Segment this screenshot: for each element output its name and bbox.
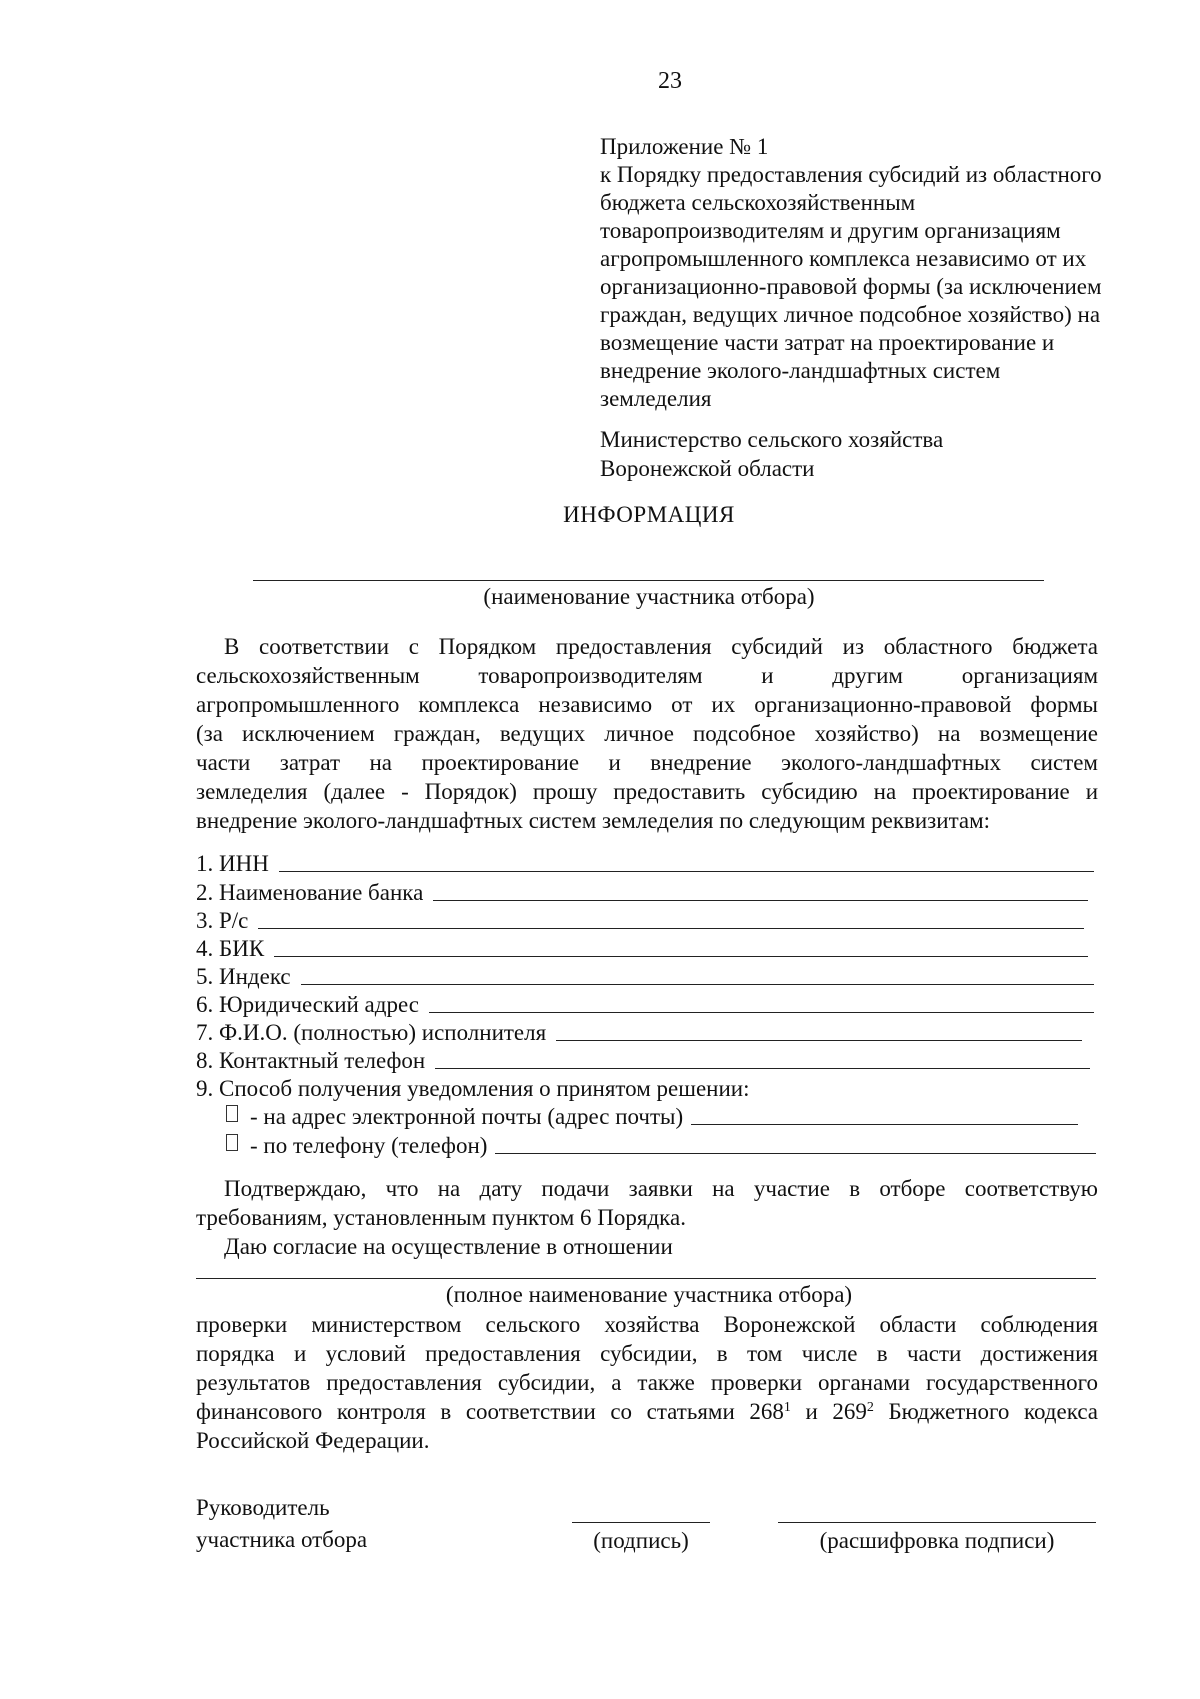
checkbox-email[interactable] xyxy=(226,1105,238,1122)
consent-text-part: Бюджетного кодекса xyxy=(873,1399,1099,1424)
field-input-line[interactable] xyxy=(429,1012,1094,1013)
appendix-line: Приложение № 1 xyxy=(600,134,769,159)
checkbox-phone[interactable] xyxy=(226,1134,238,1151)
field-input-line[interactable] xyxy=(301,984,1094,985)
appendix-line: товаропроизводителям и другим организациям xyxy=(600,218,1061,243)
intro-line: внедрение эколого-ландшафтных систем земледелия по следующим реквизитам: xyxy=(196,808,991,833)
consent-line: Даю согласие на осуществление в отношении xyxy=(224,1234,673,1259)
appendix-line: бюджета сельскохозяйственным xyxy=(600,190,916,215)
consent-text-part: финансового контроля в соответствии со статьями 268 xyxy=(196,1399,784,1424)
intro-paragraph xyxy=(196,632,1098,835)
notification-label: 9. Способ получения уведомления о принятом решении: xyxy=(196,1076,750,1101)
field-input-line[interactable] xyxy=(435,1068,1090,1069)
notification-option-email xyxy=(226,1102,1078,1131)
signature-line[interactable] xyxy=(572,1522,710,1523)
consent-text-line xyxy=(196,1397,1098,1426)
field-input-line[interactable] xyxy=(279,871,1094,872)
addressee-line: Воронежской области xyxy=(600,456,815,481)
appendix-line: организационно-правовой формы (за исключением xyxy=(600,274,1102,299)
field-index xyxy=(196,962,1094,991)
participant-name-line[interactable] xyxy=(253,580,1044,581)
field-label: 7. Ф.И.О. (полностью) исполнителя xyxy=(196,1020,547,1045)
field-phone xyxy=(196,1046,1090,1075)
superscript: 2 xyxy=(866,1400,874,1415)
page-number: 23 xyxy=(658,68,682,94)
intro-line: сельскохозяйственным товаропроизводителям и другим организациям xyxy=(196,663,1098,688)
consent-text-part: и 269 xyxy=(790,1399,867,1424)
document-title: ИНФОРМАЦИЯ xyxy=(563,502,735,527)
superscript: 1 xyxy=(783,1400,791,1415)
intro-line: В соответствии с Порядком предоставления субсидий из областного бюджета xyxy=(224,634,1098,659)
role-line: Руководитель xyxy=(196,1495,330,1520)
addressee-line: Министерство сельского хозяйства xyxy=(600,427,944,452)
intro-line: части затрат на проектирование и внедрение эколого-ландшафтных систем xyxy=(196,750,1098,775)
consent-text-line: проверки министерством сельского хозяйства Воронежской области соблюдения xyxy=(196,1312,1098,1337)
confirm-line: Подтверждаю, что на дату подачи заявки на участие в отборе соответствую xyxy=(224,1176,1098,1201)
field-input-line[interactable] xyxy=(433,900,1088,901)
phone-input-line[interactable] xyxy=(495,1153,1096,1154)
option-label: - на адрес электронной почты (адрес почты) xyxy=(250,1104,684,1129)
appendix-line: к Порядку предоставления субсидий из областного xyxy=(600,162,1102,187)
consent-text-line: Российской Федерации. xyxy=(196,1428,430,1453)
field-input-line[interactable] xyxy=(258,928,1084,929)
field-inn xyxy=(196,849,1094,878)
appendix-line: внедрение эколого-ландшафтных систем xyxy=(600,358,1001,383)
appendix-line: граждан, ведущих личное подсобное хозяйство) на xyxy=(600,302,1101,327)
option-label: - по телефону (телефон) xyxy=(250,1133,488,1158)
field-input-line[interactable] xyxy=(274,956,1088,957)
field-label: 2. Наименование банка xyxy=(196,880,424,905)
field-input-line[interactable] xyxy=(556,1040,1082,1041)
consent-text-line: результатов предоставления субсидии, а также проверки органами государственного xyxy=(196,1370,1098,1395)
intro-line: (за исключением граждан, ведущих личное подсобное хозяйство) на возмещение xyxy=(196,721,1098,746)
role-line: участника отбора xyxy=(196,1527,368,1552)
field-label: 6. Юридический адрес xyxy=(196,992,419,1017)
full-participant-name-line[interactable] xyxy=(196,1278,1096,1279)
appendix-line: агропромышленного комплекса независимо от их xyxy=(600,246,1087,271)
field-bik xyxy=(196,934,1088,963)
field-label: 3. Р/с xyxy=(196,908,249,933)
confirm-line: требованиям, установленным пунктом 6 Порядка. xyxy=(196,1205,686,1230)
signature-decode-line[interactable] xyxy=(778,1522,1096,1523)
appendix-line: земледелия xyxy=(600,386,712,411)
field-label: 1. ИНН xyxy=(196,851,269,876)
signatory-role xyxy=(196,1492,367,1556)
appendix-line: возмещение части затрат на проектирование и xyxy=(600,330,1055,355)
appendix-block xyxy=(600,133,1140,413)
full-participant-caption: (полное наименование участника отбора) xyxy=(445,1282,853,1307)
field-legal-address xyxy=(196,990,1094,1019)
field-bank-name xyxy=(196,878,1088,907)
participant-caption: (наименование участника отбора) xyxy=(483,584,815,609)
field-label: 8. Контактный телефон xyxy=(196,1048,426,1073)
addressee-block xyxy=(600,425,943,483)
field-account xyxy=(196,906,1084,935)
notification-option-phone xyxy=(226,1131,1096,1160)
confirm-paragraph xyxy=(196,1174,1098,1261)
email-input-line[interactable] xyxy=(691,1124,1078,1125)
field-label: 4. БИК xyxy=(196,936,265,961)
signature-caption: (подпись) xyxy=(593,1528,689,1553)
field-label: 5. Индекс xyxy=(196,964,291,989)
consent-text-line: порядка и условий предоставления субсидии, в том числе в части достижения xyxy=(196,1341,1098,1366)
field-executor-name xyxy=(196,1018,1082,1047)
intro-line: агропромышленного комплекса независимо от их организационно-правовой формы xyxy=(196,692,1098,717)
consent-paragraph xyxy=(196,1310,1098,1455)
intro-line: земледелия (далее - Порядок) прошу предоставить субсидию на проектирование и xyxy=(196,779,1098,804)
signature-decode-caption: (расшифровка подписи) xyxy=(819,1528,1055,1553)
